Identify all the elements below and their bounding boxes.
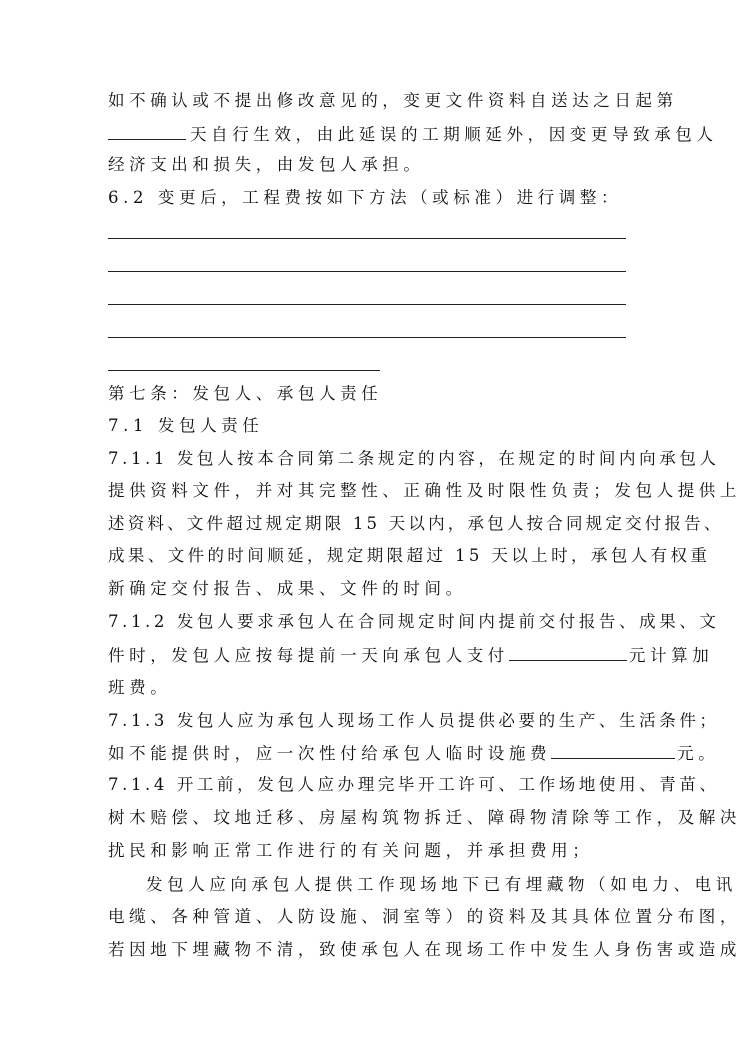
text-line — [108, 123, 718, 145]
text-line: 7.1.1 发包人按本合同第二条规定的内容，在规定的时间内向承包人 — [108, 449, 720, 468]
fill-in-line[interactable] — [108, 271, 626, 272]
text-line: 7.1.4 开工前，发包人应办理完毕开工许可、工作场地使用、青苗、 — [108, 775, 720, 794]
text-segment: 件时，发包人应按每提前一天向承包人支付 — [108, 646, 509, 665]
text-line: 发包人应向承包人提供工作现场地下已有埋藏物（如电力、电讯 — [146, 875, 737, 894]
text-line: 扰民和影响正常工作进行的有关问题，并承担费用； — [108, 841, 594, 860]
text-line: 如不确认或不提出修改意见的，变更文件资料自送达之日起第 — [108, 91, 678, 110]
text-line — [108, 742, 719, 764]
fill-in-line[interactable] — [108, 304, 626, 305]
fill-in-blank[interactable] — [551, 742, 675, 759]
clause-7-1: 7.1 发包人责任 — [108, 416, 264, 435]
text-line: 若因地下埋藏物不清，致使承包人在现场工作中发生人身伤害或造成 — [108, 940, 741, 959]
text-line: 经济支出和损失，由发包人承担。 — [108, 155, 425, 174]
text-segment: 元。 — [677, 744, 720, 763]
fill-in-line[interactable] — [108, 337, 626, 338]
text-line: 电缆、各种管道、人防设施、洞室等）的资料及其具体位置分布图， — [108, 907, 741, 926]
text-line: 新确定交付报告、成果、文件的时间。 — [108, 579, 467, 598]
fill-in-line[interactable] — [108, 370, 380, 371]
text-line: 班费。 — [108, 678, 172, 697]
text-segment: 如不能提供时，应一次性付给承包人临时设施费 — [108, 744, 552, 763]
text-segment: 天自行生效，由此延误的工期顺延外，因变更导致承包人 — [190, 125, 718, 144]
fill-in-blank[interactable] — [509, 644, 627, 661]
text-line — [108, 644, 713, 666]
text-line: 提供资料文件，并对其完整性、正确性及时限性负责；发包人提供上 — [108, 481, 741, 500]
article-7-title: 第七条：发包人、承包人责任 — [108, 384, 383, 403]
clause-6-2: 6.2 变更后，工程费按如下方法（或标准）进行调整： — [108, 188, 623, 207]
text-line: 7.1.3 发包人应为承包人现场工作人员提供必要的生产、生活条件； — [108, 711, 720, 730]
text-line: 成果、文件的时间顺延，规定期限超过 15 天以上时，承包人有权重 — [108, 546, 711, 565]
text-line: 7.1.2 发包人要求承包人在合同规定时间内提前交付报告、成果、文 — [108, 612, 720, 631]
text-line: 树木赔偿、坟地迁移、房屋构筑物拆迁、障碍物清除等工作，及解决 — [108, 808, 741, 827]
fill-in-line[interactable] — [108, 238, 626, 239]
fill-in-blank[interactable] — [108, 123, 186, 140]
text-segment: 元计算加 — [628, 646, 714, 665]
text-line: 述资料、文件超过规定期限 15 天以内，承包人按合同规定交付报告、 — [108, 514, 724, 533]
